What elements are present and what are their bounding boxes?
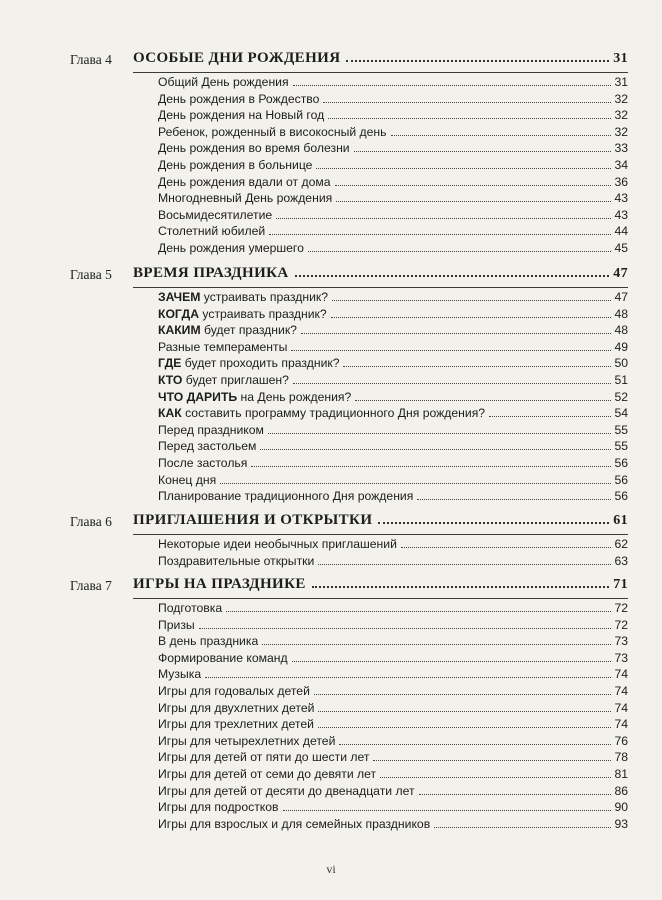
entry-title (158, 390, 351, 404)
entry-text: устраивать праздник? (199, 306, 327, 321)
entry-text: Подготовка (158, 601, 223, 615)
entry-title (158, 684, 310, 698)
entry-title (158, 634, 258, 648)
dot-leader (328, 118, 611, 119)
toc-entry[interactable] (158, 817, 628, 834)
entry-text: Разные темпераменты (158, 339, 288, 354)
dot-leader (417, 499, 611, 500)
entry-text: Ребенок, рожденный в високосный день (158, 124, 387, 139)
dot-leader (283, 810, 612, 811)
dot-leader (373, 760, 611, 761)
toc-entry[interactable] (158, 340, 628, 357)
chapter-title-row[interactable] (133, 50, 628, 70)
entry-text: Многодневный День рождения (158, 191, 333, 206)
toc-entry[interactable] (158, 489, 628, 506)
entry-text: Игры для детей от десяти до двенадцати лет (158, 783, 415, 798)
entry-title (158, 439, 256, 453)
entry-page: 56 (614, 489, 628, 504)
entry-title (158, 456, 247, 470)
dot-leader (291, 350, 611, 351)
dot-leader (378, 522, 609, 524)
toc-entry[interactable] (158, 323, 628, 340)
entry-text: В день праздника (158, 634, 259, 649)
chapter-heading (0, 576, 662, 596)
dot-leader (335, 185, 612, 186)
entry-title (158, 191, 332, 205)
entry-title (158, 141, 350, 155)
entry-title (158, 667, 201, 681)
entry-title (158, 750, 369, 764)
entry-keyword: КАКИМ (158, 323, 201, 338)
entry-page: 63 (614, 553, 628, 568)
entry-title (158, 554, 314, 568)
toc-entry[interactable] (158, 224, 628, 241)
entry-page: 32 (614, 91, 628, 106)
entry-title (158, 767, 376, 781)
chapter-page: 61 (613, 513, 628, 528)
dot-leader (391, 135, 612, 136)
chapter-title-row[interactable] (133, 576, 628, 596)
chapter-title-row[interactable] (133, 265, 628, 285)
toc-entry[interactable] (158, 734, 628, 751)
entry-text: Игры для двухлетних детей (158, 700, 315, 715)
dot-leader (308, 251, 612, 252)
chapter-heading (0, 265, 662, 285)
dot-leader (401, 547, 612, 548)
entry-page: 47 (614, 290, 628, 304)
entry-title (158, 406, 485, 420)
toc-entry[interactable] (158, 125, 628, 142)
toc-entry[interactable] (158, 767, 628, 784)
entry-text: Общий День рождения (158, 75, 289, 89)
entry-text: Игры для детей от семи до девяти лет (158, 766, 377, 781)
chapter-title: ИГРЫ НА ПРАЗДНИКЕ (133, 576, 306, 592)
entry-page: 36 (614, 174, 628, 189)
toc-entry[interactable] (158, 208, 628, 225)
entry-page: 73 (614, 650, 628, 665)
entry-text: Формирование команд (158, 650, 288, 665)
entry-page: 81 (614, 766, 628, 781)
toc-entry[interactable] (158, 473, 628, 490)
entry-text: День рождения в больнице (158, 157, 313, 172)
entry-text: Планирование традиционного Дня рождения (158, 489, 414, 504)
dot-leader (314, 694, 612, 695)
toc-entry[interactable] (158, 241, 628, 258)
toc-entry[interactable] (158, 554, 628, 571)
entry-list (158, 537, 628, 570)
toc-entry[interactable] (158, 618, 628, 635)
chapter-page: 47 (613, 266, 628, 281)
entry-page: 74 (614, 667, 628, 682)
entry-list (158, 601, 628, 833)
dot-leader (489, 416, 611, 417)
entry-page: 73 (614, 634, 628, 649)
toc-entry[interactable] (158, 750, 628, 767)
chapter-label: Глава 6 (70, 514, 112, 529)
entry-title (158, 601, 222, 615)
dot-leader (323, 102, 611, 103)
entry-page: 45 (614, 240, 628, 255)
toc-entry[interactable] (158, 390, 628, 407)
entry-text: Некоторые идеи необычных приглашений (158, 537, 397, 551)
entry-page: 50 (614, 356, 628, 371)
entry-title (158, 340, 287, 354)
entry-keyword: КТО (158, 372, 183, 387)
toc-entry[interactable] (158, 406, 628, 423)
chapter-rule (133, 534, 628, 535)
chapter-rule (133, 72, 628, 73)
entry-text: Музыка (158, 667, 202, 682)
entry-keyword: КОГДА (158, 306, 200, 321)
toc-entry[interactable] (158, 701, 628, 718)
entry-page: 72 (614, 617, 628, 632)
entry-page: 49 (614, 339, 628, 354)
toc-entry[interactable] (158, 423, 628, 440)
entry-page: 32 (614, 108, 628, 123)
dot-leader (295, 275, 610, 277)
toc-entry[interactable] (158, 667, 628, 684)
entry-text: будет проходить праздник? (181, 356, 340, 371)
entry-page: 93 (614, 816, 628, 831)
entry-title (158, 108, 324, 122)
entry-text: составить программу традиционного Дня рождения? (181, 406, 486, 421)
entry-text: Восьмидесятилетие (158, 207, 273, 222)
entry-title (158, 800, 279, 814)
entry-keyword: ЗАЧЕМ (158, 290, 201, 304)
dot-leader (331, 317, 612, 318)
entry-title (158, 473, 216, 487)
entry-page: 31 (614, 75, 628, 89)
entry-title (158, 75, 289, 89)
entry-text: Перед застольем (158, 439, 257, 454)
entry-page: 54 (614, 406, 628, 421)
entry-title (158, 784, 415, 798)
entry-text: будет приглашен? (182, 372, 289, 387)
entry-text: Перед праздником (158, 422, 264, 437)
entry-title (158, 423, 264, 437)
chapter-title: ВРЕМЯ ПРАЗДНИКА (133, 265, 289, 281)
dot-leader (318, 727, 612, 728)
entry-title (158, 489, 413, 503)
chapter-7 (0, 576, 662, 831)
dot-leader (336, 201, 611, 202)
toc-entry[interactable] (158, 439, 628, 456)
chapter-4 (0, 50, 662, 255)
entry-title (158, 175, 331, 189)
chapter-title-row[interactable] (133, 512, 628, 532)
entry-title (158, 356, 339, 370)
entry-page: 55 (614, 422, 628, 437)
toc-entry[interactable] (158, 356, 628, 373)
toc-entry[interactable] (158, 800, 628, 817)
dot-leader (332, 300, 611, 301)
entry-page: 90 (614, 800, 628, 815)
entry-text: День рождения в Рождество (158, 91, 320, 106)
toc-entry[interactable] (158, 307, 628, 324)
entry-title (158, 290, 328, 304)
entry-title (158, 537, 397, 551)
dot-leader (434, 827, 611, 828)
entry-title (158, 717, 314, 731)
entry-title (158, 734, 335, 748)
entry-page: 33 (614, 141, 628, 156)
entry-title (158, 817, 430, 831)
entry-title (158, 125, 387, 139)
dot-leader (269, 234, 611, 235)
dot-leader (199, 628, 612, 629)
toc-entry[interactable] (158, 601, 628, 618)
entry-page: 86 (614, 783, 628, 798)
entry-page: 32 (614, 124, 628, 139)
dot-leader (355, 400, 611, 401)
toc-entry[interactable] (158, 191, 628, 208)
toc-entry[interactable] (158, 175, 628, 192)
chapter-heading (0, 50, 662, 70)
entry-text: Игры для трехлетних детей (158, 717, 314, 732)
entry-title (158, 323, 297, 337)
toc-entry[interactable] (158, 158, 628, 175)
toc-entry[interactable] (158, 537, 628, 554)
dot-leader (260, 449, 611, 450)
entry-text: устраивать праздник? (200, 290, 329, 304)
entry-title (158, 701, 314, 715)
toc-entry[interactable] (158, 634, 628, 651)
entry-title (158, 92, 319, 106)
chapter-rule (133, 287, 628, 288)
entry-text: Игры для детей от пяти до шести лет (158, 750, 370, 765)
chapter-label: Глава 4 (70, 52, 112, 67)
chapter-title: ПРИГЛАШЕНИЯ И ОТКРЫТКИ (133, 512, 373, 528)
toc-entry[interactable] (158, 108, 628, 125)
chapter-5 (0, 265, 662, 504)
dot-leader (318, 711, 611, 712)
toc-entry[interactable] (158, 456, 628, 473)
dot-leader (220, 483, 611, 484)
toc-entry[interactable] (158, 784, 628, 801)
entry-text: Игры для взрослых и для семейных праздников (158, 816, 431, 831)
entry-text: День рождения на Новый год (158, 108, 325, 123)
dot-leader (262, 644, 611, 645)
entry-page: 74 (614, 700, 628, 715)
entry-text: Конец дня (158, 472, 217, 487)
entry-title (158, 618, 195, 632)
entry-text: Поздравительные открытки (158, 553, 315, 568)
entry-text: Столетний юбилей (158, 224, 266, 239)
dot-leader (343, 366, 611, 367)
entry-list (158, 290, 628, 506)
entry-text: День рождения вдали от дома (158, 174, 331, 189)
dot-leader (346, 60, 609, 62)
entry-page: 78 (614, 750, 628, 765)
entry-text: Игры для подростков (158, 800, 279, 815)
dot-leader (301, 333, 612, 334)
entry-keyword: ЧТО ДАРИТЬ (158, 389, 238, 404)
chapter-rule (133, 598, 628, 599)
dot-leader (316, 168, 611, 169)
toc-entry[interactable] (158, 290, 628, 307)
toc-entry[interactable] (158, 373, 628, 390)
dot-leader (354, 151, 612, 152)
toc-entry[interactable] (158, 141, 628, 158)
entry-page: 74 (614, 717, 628, 732)
entry-title (158, 651, 288, 665)
entry-page: 43 (614, 207, 628, 222)
toc-entry[interactable] (158, 684, 628, 701)
entry-keyword: КАК (158, 406, 182, 421)
toc-entry[interactable] (158, 92, 628, 109)
entry-page: 74 (614, 683, 628, 698)
dot-leader (251, 466, 611, 467)
dot-leader (226, 611, 611, 612)
entry-title (158, 241, 304, 255)
toc-entry[interactable] (158, 651, 628, 668)
dot-leader (276, 218, 611, 219)
entry-page: 55 (614, 439, 628, 454)
dot-leader (205, 677, 611, 678)
entry-page: 56 (614, 472, 628, 487)
entry-text: Игры для четырехлетних детей (158, 733, 336, 748)
entry-page: 44 (614, 224, 628, 239)
chapter-page: 31 (613, 51, 628, 66)
entry-title (158, 307, 327, 321)
entry-page: 48 (614, 306, 628, 321)
chapter-label: Глава 5 (70, 267, 112, 282)
dot-leader (312, 586, 609, 588)
entry-text: После застолья (158, 455, 248, 470)
entry-page: 48 (614, 323, 628, 338)
entry-text: Призы (158, 617, 195, 632)
entry-page: 56 (614, 455, 628, 470)
entry-page: 62 (614, 537, 628, 551)
chapter-label: Глава 7 (70, 578, 112, 593)
dot-leader (380, 777, 611, 778)
chapter-page: 71 (613, 577, 628, 592)
entry-page: 34 (614, 157, 628, 172)
entry-text: будет праздник? (200, 323, 297, 338)
dot-leader (318, 564, 611, 565)
entry-title (158, 208, 272, 222)
entry-text: День рождения умершего (158, 240, 304, 255)
chapter-title: ОСОБЫЕ ДНИ РОЖДЕНИЯ (133, 50, 341, 66)
chapter-6 (0, 512, 662, 568)
entry-page: 51 (614, 372, 628, 387)
dot-leader (293, 383, 612, 384)
entry-text: День рождения во время болезни (158, 141, 350, 156)
entry-title (158, 373, 289, 387)
entry-keyword: ГДЕ (158, 356, 182, 371)
entry-title (158, 158, 312, 172)
entry-page: 76 (614, 733, 628, 748)
entry-page: 52 (614, 389, 628, 404)
dot-leader (419, 794, 612, 795)
dot-leader (292, 661, 612, 662)
dot-leader (293, 85, 612, 86)
dot-leader (339, 744, 611, 745)
dot-leader (268, 433, 611, 434)
chapter-heading (0, 512, 662, 532)
entry-title (158, 224, 265, 238)
entry-text: на День рождения? (237, 389, 352, 404)
entry-page: 72 (614, 601, 628, 615)
entry-page: 43 (614, 191, 628, 206)
page-number: vi (326, 862, 336, 876)
entry-list (158, 75, 628, 258)
toc-entry[interactable] (158, 717, 628, 734)
entry-text: Игры для годовалых детей (158, 683, 310, 698)
toc-entry[interactable] (158, 75, 628, 92)
